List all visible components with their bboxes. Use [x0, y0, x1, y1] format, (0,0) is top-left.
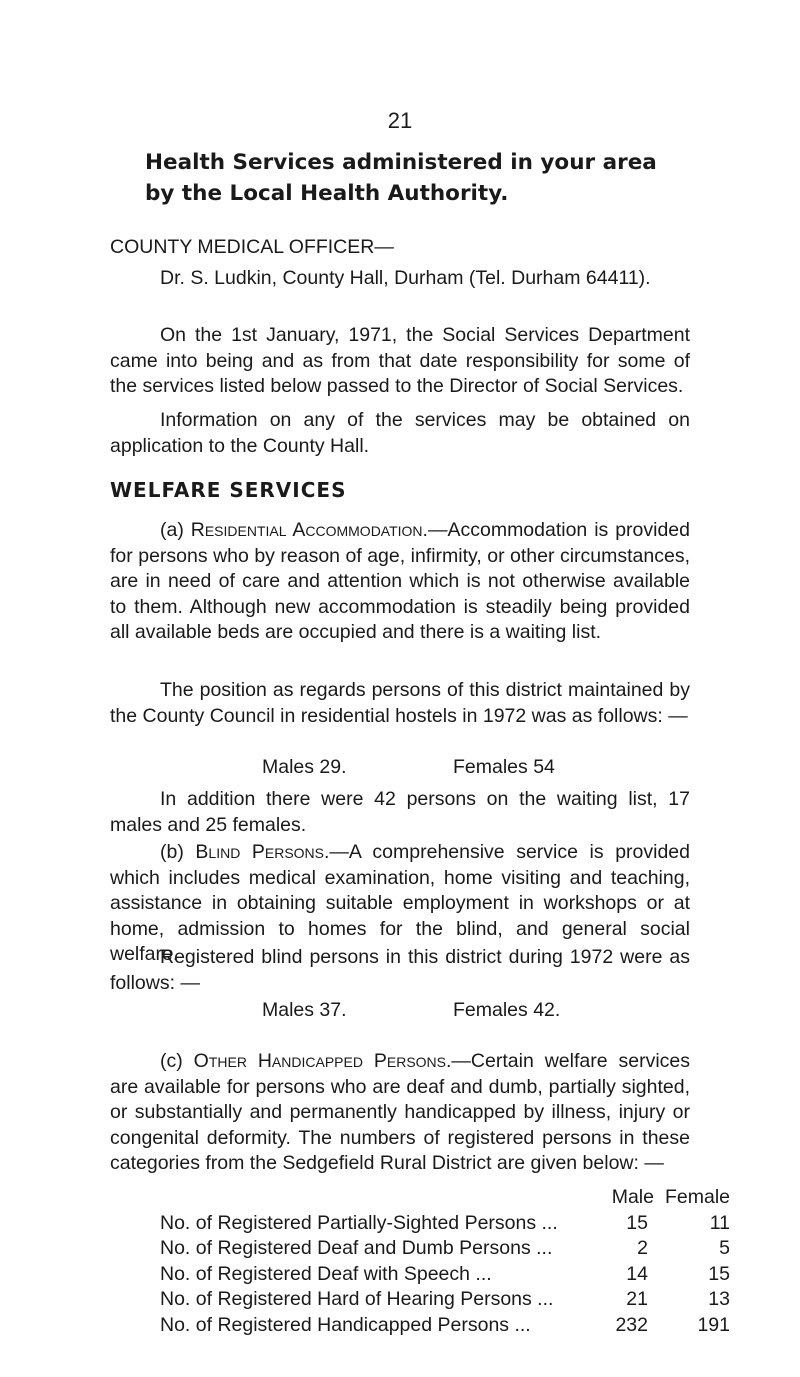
table-header-row [160, 1185, 730, 1211]
residential-lead: (a) [160, 519, 191, 541]
blind-females: Females 42. [453, 999, 561, 1021]
row-label: No. of Registered Handicapped Persons ... [160, 1313, 531, 1336]
table-row [160, 1211, 730, 1237]
blind-text: —A comprehensive service is provided which includes medical examination, home visiting and teaching, assistance in obtaining suitable employment in workshops or at home, admission to homes for the blind, and general social welfare. [110, 841, 690, 965]
handicapped-caption: Other Handicapped Persons. [193, 1050, 452, 1072]
page-number: 21 [387, 108, 413, 133]
row-female-value: 5 [719, 1237, 730, 1259]
blind-registered-paragraph: Registered blind persons in this district during 1972 were as follows: — [110, 946, 690, 994]
column-header-female: Female [664, 1186, 730, 1208]
row-male-value: 232 [615, 1313, 648, 1336]
table-row [160, 1236, 730, 1262]
row-female-value: 11 [709, 1211, 730, 1234]
residential-caption: Residential Accommodation. [190, 519, 428, 541]
row-label: No. of Registered Partially-Sighted Persons ... [160, 1211, 558, 1234]
residential-text: —Accommodation is provided for persons who by reason of age, infirmity, or other circumstances, are in need of care and attention which is not otherwise available to them. Although new accommodation is steadily being provided all available beds are occupied and there is a waiting list. [110, 519, 690, 643]
county-medical-officer-title: COUNTY MEDICAL OFFICER— [110, 236, 394, 258]
residential-paragraph [110, 518, 690, 646]
row-male-value: 15 [626, 1211, 648, 1234]
row-label: No. of Registered Hard of Hearing Persons ... [160, 1288, 554, 1310]
table-row [160, 1287, 730, 1313]
row-label: No. of Registered Deaf with Speech ... [160, 1262, 492, 1285]
waiting-list-paragraph: In addition there were 42 persons on the waiting list, 17 males and 25 females. [110, 788, 690, 836]
intro-paragraph-2: Information on any of the services may be obtained on application to the County Hall. [110, 409, 690, 457]
row-label: No. of Registered Deaf and Dumb Persons ... [160, 1237, 553, 1259]
blind-caption: Blind Persons. [195, 841, 330, 863]
row-female-value: 15 [708, 1262, 730, 1285]
handicapped-paragraph [110, 1049, 690, 1177]
heading-line-2: by the Local Health Authority. [145, 181, 509, 206]
row-female-value: 13 [708, 1288, 730, 1310]
county-medical-officer-details: Dr. S. Ludkin, County Hall, Durham (Tel. Durham 64411). [160, 267, 651, 289]
row-female-value: 191 [697, 1313, 730, 1336]
residential-males: Males 29. [262, 756, 347, 778]
table-row [160, 1262, 730, 1288]
row-male-value: 14 [626, 1262, 648, 1285]
handicapped-lead: (c) [160, 1050, 194, 1072]
table-row [160, 1313, 730, 1339]
page-heading [145, 147, 665, 209]
blind-lead: (b) [160, 841, 196, 863]
row-male-value: 2 [637, 1237, 648, 1259]
row-male-value: 21 [626, 1288, 648, 1310]
column-header-male: Male [611, 1186, 654, 1208]
residential-position-paragraph: The position as regards persons of this district maintained by the County Council in residential hostels in 1972 was as follows: — [110, 679, 690, 727]
registered-persons-table [160, 1185, 730, 1338]
welfare-services-heading: WELFARE SERVICES [110, 478, 347, 502]
heading-line-1: Health Services administered in your area [145, 150, 657, 175]
handicapped-text: —Certain welfare services are available for persons who are deaf and dumb, partially sighted, or substantially and permanently handicapped by illness, injury or congenital deformity. The numbers of registered persons in these categories from the Sedgefield Rural District are given below: — [110, 1050, 690, 1174]
intro-paragraph-1: On the 1st January, 1971, the Social Services Department came into being and as from that date responsibility for some of the services listed below passed to the Director of Social Services. [110, 324, 690, 397]
residential-females: Females 54 [453, 756, 555, 778]
blind-males: Males 37. [262, 999, 347, 1021]
